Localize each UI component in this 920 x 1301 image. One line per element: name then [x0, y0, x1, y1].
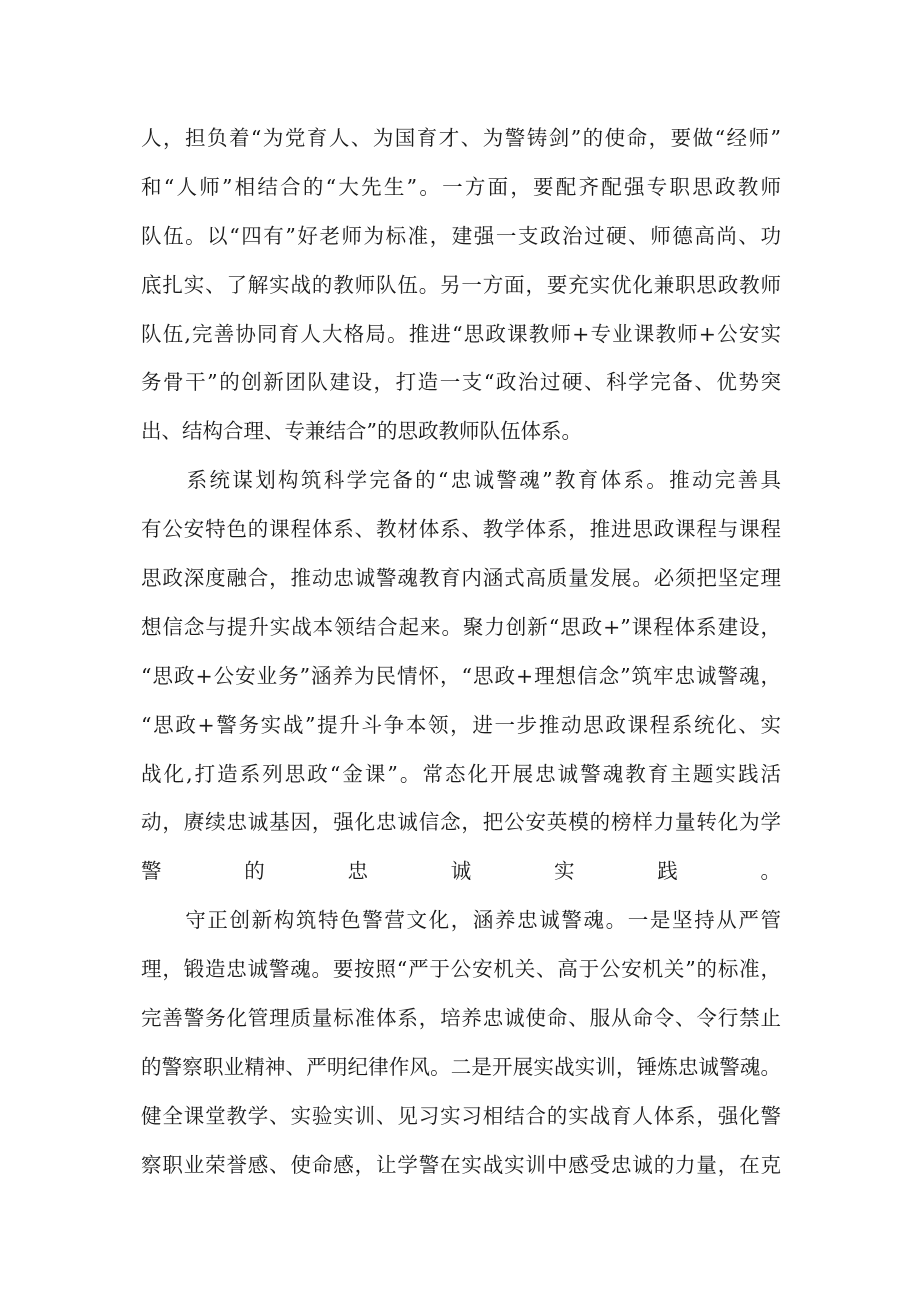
document-body: [141, 114, 781, 1190]
text-line: 动，赓续忠诚基因，强化忠诚信念，把公安英模的榜样力量转化为学: [141, 810, 781, 835]
text-line: 务骨干”的创新团队建设，打造一支“政治过硬、科学完备、优势突: [141, 370, 781, 395]
text-line: 队伍。以“四有”好老师为标准，建强一支政治过硬、师德高尚、功: [141, 223, 781, 248]
paragraph-teacher-team: [141, 114, 781, 456]
text-line: 守正创新构筑特色警营文化，涵养忠诚警魂。一是坚持从严管: [141, 908, 781, 933]
text-line: “思政+警务实战”提升斗争本领，进一步推动思政课程系统化、实: [141, 712, 781, 737]
text-line: 系统谋划构筑科学完备的“忠诚警魂”教育体系。推动完善具: [141, 468, 781, 493]
text-line: 的警察职业精神、严明纪律作风。二是开展实战实训，锤炼忠诚警魂。: [141, 1054, 781, 1079]
text-line: 思政深度融合，推动忠诚警魂教育内涵式高质量发展。必须把坚定理: [141, 566, 781, 591]
text-line: 理，锻造忠诚警魂。要按照“严于公安机关、高于公安机关”的标准，: [141, 957, 781, 982]
paragraph-education-system: [141, 456, 781, 896]
text-line: 出、结构合理、专兼结合”的思政教师队伍体系。: [141, 419, 582, 444]
text-line: 想信念与提升实战本领结合起来。聚力创新“思政+”课程体系建设，: [141, 614, 781, 639]
text-line: 健全课堂教学、实验实训、见习实习相结合的实战育人体系，强化警: [141, 1103, 781, 1128]
text-line: 和“人师”相结合的“大先生”。一方面，要配齐配强专职思政教师: [141, 174, 781, 199]
text-line: “思政+公安业务”涵养为民情怀，“思政+理想信念”筑牢忠诚警魂，: [141, 663, 781, 688]
text-line: 底扎实、了解实战的教师队伍。另一方面，要充实优化兼职思政教师: [141, 272, 781, 297]
text-line: 警的忠诚实践。: [141, 859, 781, 884]
text-line: 完善警务化管理质量标准体系，培养忠诚使命、服从命令、令行禁止: [141, 1006, 781, 1031]
text-line: 察职业荣誉感、使命感，让学警在实战实训中感受忠诚的力量，在克: [141, 1152, 781, 1177]
text-line: 队伍,完善协同育人大格局。推进“思政课教师+专业课教师+公安实: [141, 321, 781, 346]
text-line: 战化,打造系列思政“金课”。常态化开展忠诚警魂教育主题实践活: [141, 761, 781, 786]
text-line: 人，担负着“为党育人、为国育才、为警铸剑”的使命，要做“经师”: [141, 126, 781, 150]
paragraph-police-culture: [141, 896, 781, 1189]
text-line: 有公安特色的课程体系、教材体系、教学体系，推进思政课程与课程: [141, 517, 781, 542]
